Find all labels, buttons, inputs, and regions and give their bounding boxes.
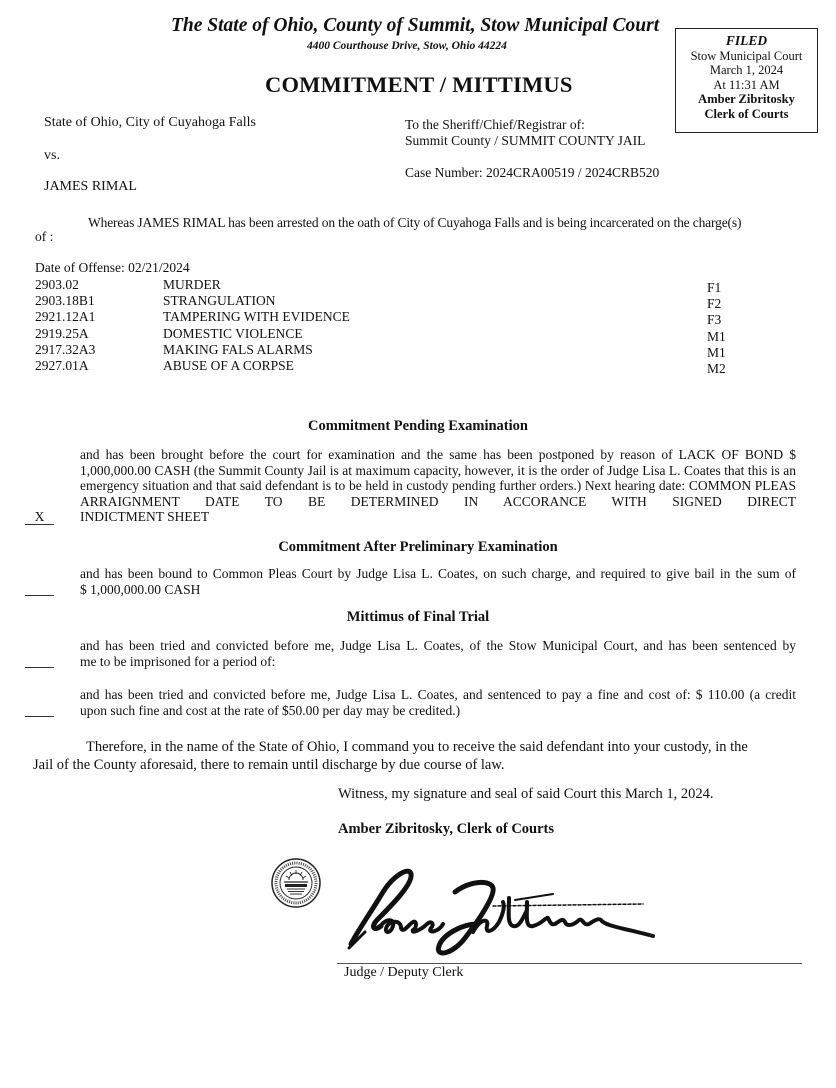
versus-label: vs.	[44, 148, 60, 163]
charge-level: F1	[707, 280, 722, 295]
charge-description: DOMESTIC VIOLENCE	[163, 325, 303, 341]
charge-level: M1	[707, 344, 726, 360]
court-address: 4400 Courthouse Drive, Stow, Ohio 44224	[307, 40, 507, 52]
charge-description: TAMPERING WITH EVIDENCE	[163, 309, 350, 325]
whereas-text: Whereas JAMES RIMAL has been arrested on the oath of City of Cuyahoga Falls and is being incarcerated on the charge(s)	[88, 215, 742, 230]
imprison-body-last: me to be imprisoned for a period of:	[80, 653, 276, 669]
fine-text	[80, 687, 796, 718]
fine-checkmark[interactable]	[25, 701, 54, 717]
imprison-body: and has been tried and convicted before me, Judge Lisa L. Coates, of the Stow Municipal Court, and has been sentenced by	[80, 638, 796, 653]
charge-description: MAKING FALS ALARMS	[163, 341, 313, 357]
clerk-signature-name: Amber Zibritosky, Clerk of Courts	[338, 821, 555, 837]
fine-body-last: upon such fine and cost at the rate of $50.00 per day may be credited.)	[80, 702, 461, 718]
defendant-name: JAMES RIMAL	[44, 179, 137, 194]
charge-description: ABUSE OF A CORPSE	[163, 358, 294, 373]
court-title: The State of Ohio, County of Summit, Stow Municipal Court	[171, 15, 660, 36]
charge-level: M2	[707, 361, 726, 376]
charge-description: MURDER	[163, 277, 221, 292]
filed-court: Stow Municipal Court	[690, 48, 803, 63]
after-prelim-text	[80, 566, 796, 597]
charge-code: 2921.12A1	[35, 309, 96, 325]
pending-checkmark[interactable]: X	[25, 509, 54, 525]
after-prelim-checkmark[interactable]	[25, 580, 54, 596]
plaintiff: State of Ohio, City of Cuyahoga Falls	[44, 115, 256, 130]
charge-code: 2903.02	[35, 277, 79, 292]
document-title: COMMITMENT / MITTIMUS	[265, 72, 573, 97]
recipient-line2: Summit County / SUMMIT COUNTY JAIL	[405, 133, 646, 148]
section-heading-pending: Commitment Pending Examination	[308, 418, 528, 434]
pending-body: and has been brought before the court for examination and the same has been postponed by reason of LACK OF BOND $ 1,000,000.00 CASH (the Summit County Jail is at maximum capacity, however, it is the order of Judge Lisa L. Coates that this is an emergency situation and that said defendant is to be held in custody pending further orders.) Next hearing date: COMMON PLEAS ARRAIGNMENT DATE TO BE DETERMINED IN ACCORANCE WITH SIGNED DIRECT	[80, 447, 796, 509]
pending-body-last: INDICTMENT SHEET	[80, 509, 210, 525]
command-line1: Therefore, in the name of the State of Ohio, I command you to receive the said defendant into your custody, in the	[86, 739, 748, 755]
charge-code: 2927.01A	[35, 358, 89, 373]
command-line2: Jail of the County aforesaid, there to remain until discharge by due course of law.	[33, 757, 505, 773]
imprison-checkmark[interactable]	[25, 652, 54, 668]
section-heading-after-prelim: Commitment After Preliminary Examination	[278, 539, 558, 555]
charge-code: 2917.32A3	[35, 341, 96, 357]
witness-statement: Witness, my signature and seal of said Court this March 1, 2024.	[338, 786, 714, 802]
court-seal-icon	[270, 858, 322, 908]
charge-description: STRANGULATION	[163, 293, 276, 309]
recipient-line1: To the Sheriff/Chief/Registrar of:	[405, 117, 585, 132]
filed-label: FILED	[725, 33, 768, 48]
filed-stamp	[675, 28, 818, 133]
charge-code: 2919.25A	[35, 325, 89, 341]
after-prelim-body-last: $ 1,000,000.00 CASH	[80, 581, 201, 597]
charge-level: F2	[707, 296, 722, 312]
imprison-text	[80, 638, 796, 669]
charge-level: F3	[707, 312, 722, 328]
after-prelim-body: and has been bound to Common Pleas Court by Judge Lisa L. Coates, on such charge, and required to give bail in the sum of	[80, 566, 796, 581]
filed-date: March 1, 2024	[709, 63, 784, 78]
filed-clerk-name: Amber Zibritosky	[698, 92, 795, 107]
signature-caption: Judge / Deputy Clerk	[344, 965, 464, 980]
charge-level: M1	[707, 328, 726, 344]
case-number: Case Number: 2024CRA00519 / 2024CRB520	[405, 165, 660, 180]
charge-code: 2903.18B1	[35, 293, 95, 309]
whereas-of: of :	[35, 229, 54, 244]
signature-line	[337, 963, 802, 964]
filed-clerk-title: Clerk of Courts	[704, 106, 789, 121]
date-of-offense: Date of Offense: 02/21/2024	[35, 260, 190, 275]
fine-body: and has been tried and convicted before me, Judge Lisa L. Coates, and sentenced to pay a fine and cost of: $ 110.00 (a credit	[80, 687, 796, 702]
pending-text	[80, 447, 796, 525]
judge-signature	[343, 862, 668, 962]
filed-time: At 11:31 AM	[713, 77, 780, 92]
section-heading-final-trial: Mittimus of Final Trial	[346, 609, 490, 625]
